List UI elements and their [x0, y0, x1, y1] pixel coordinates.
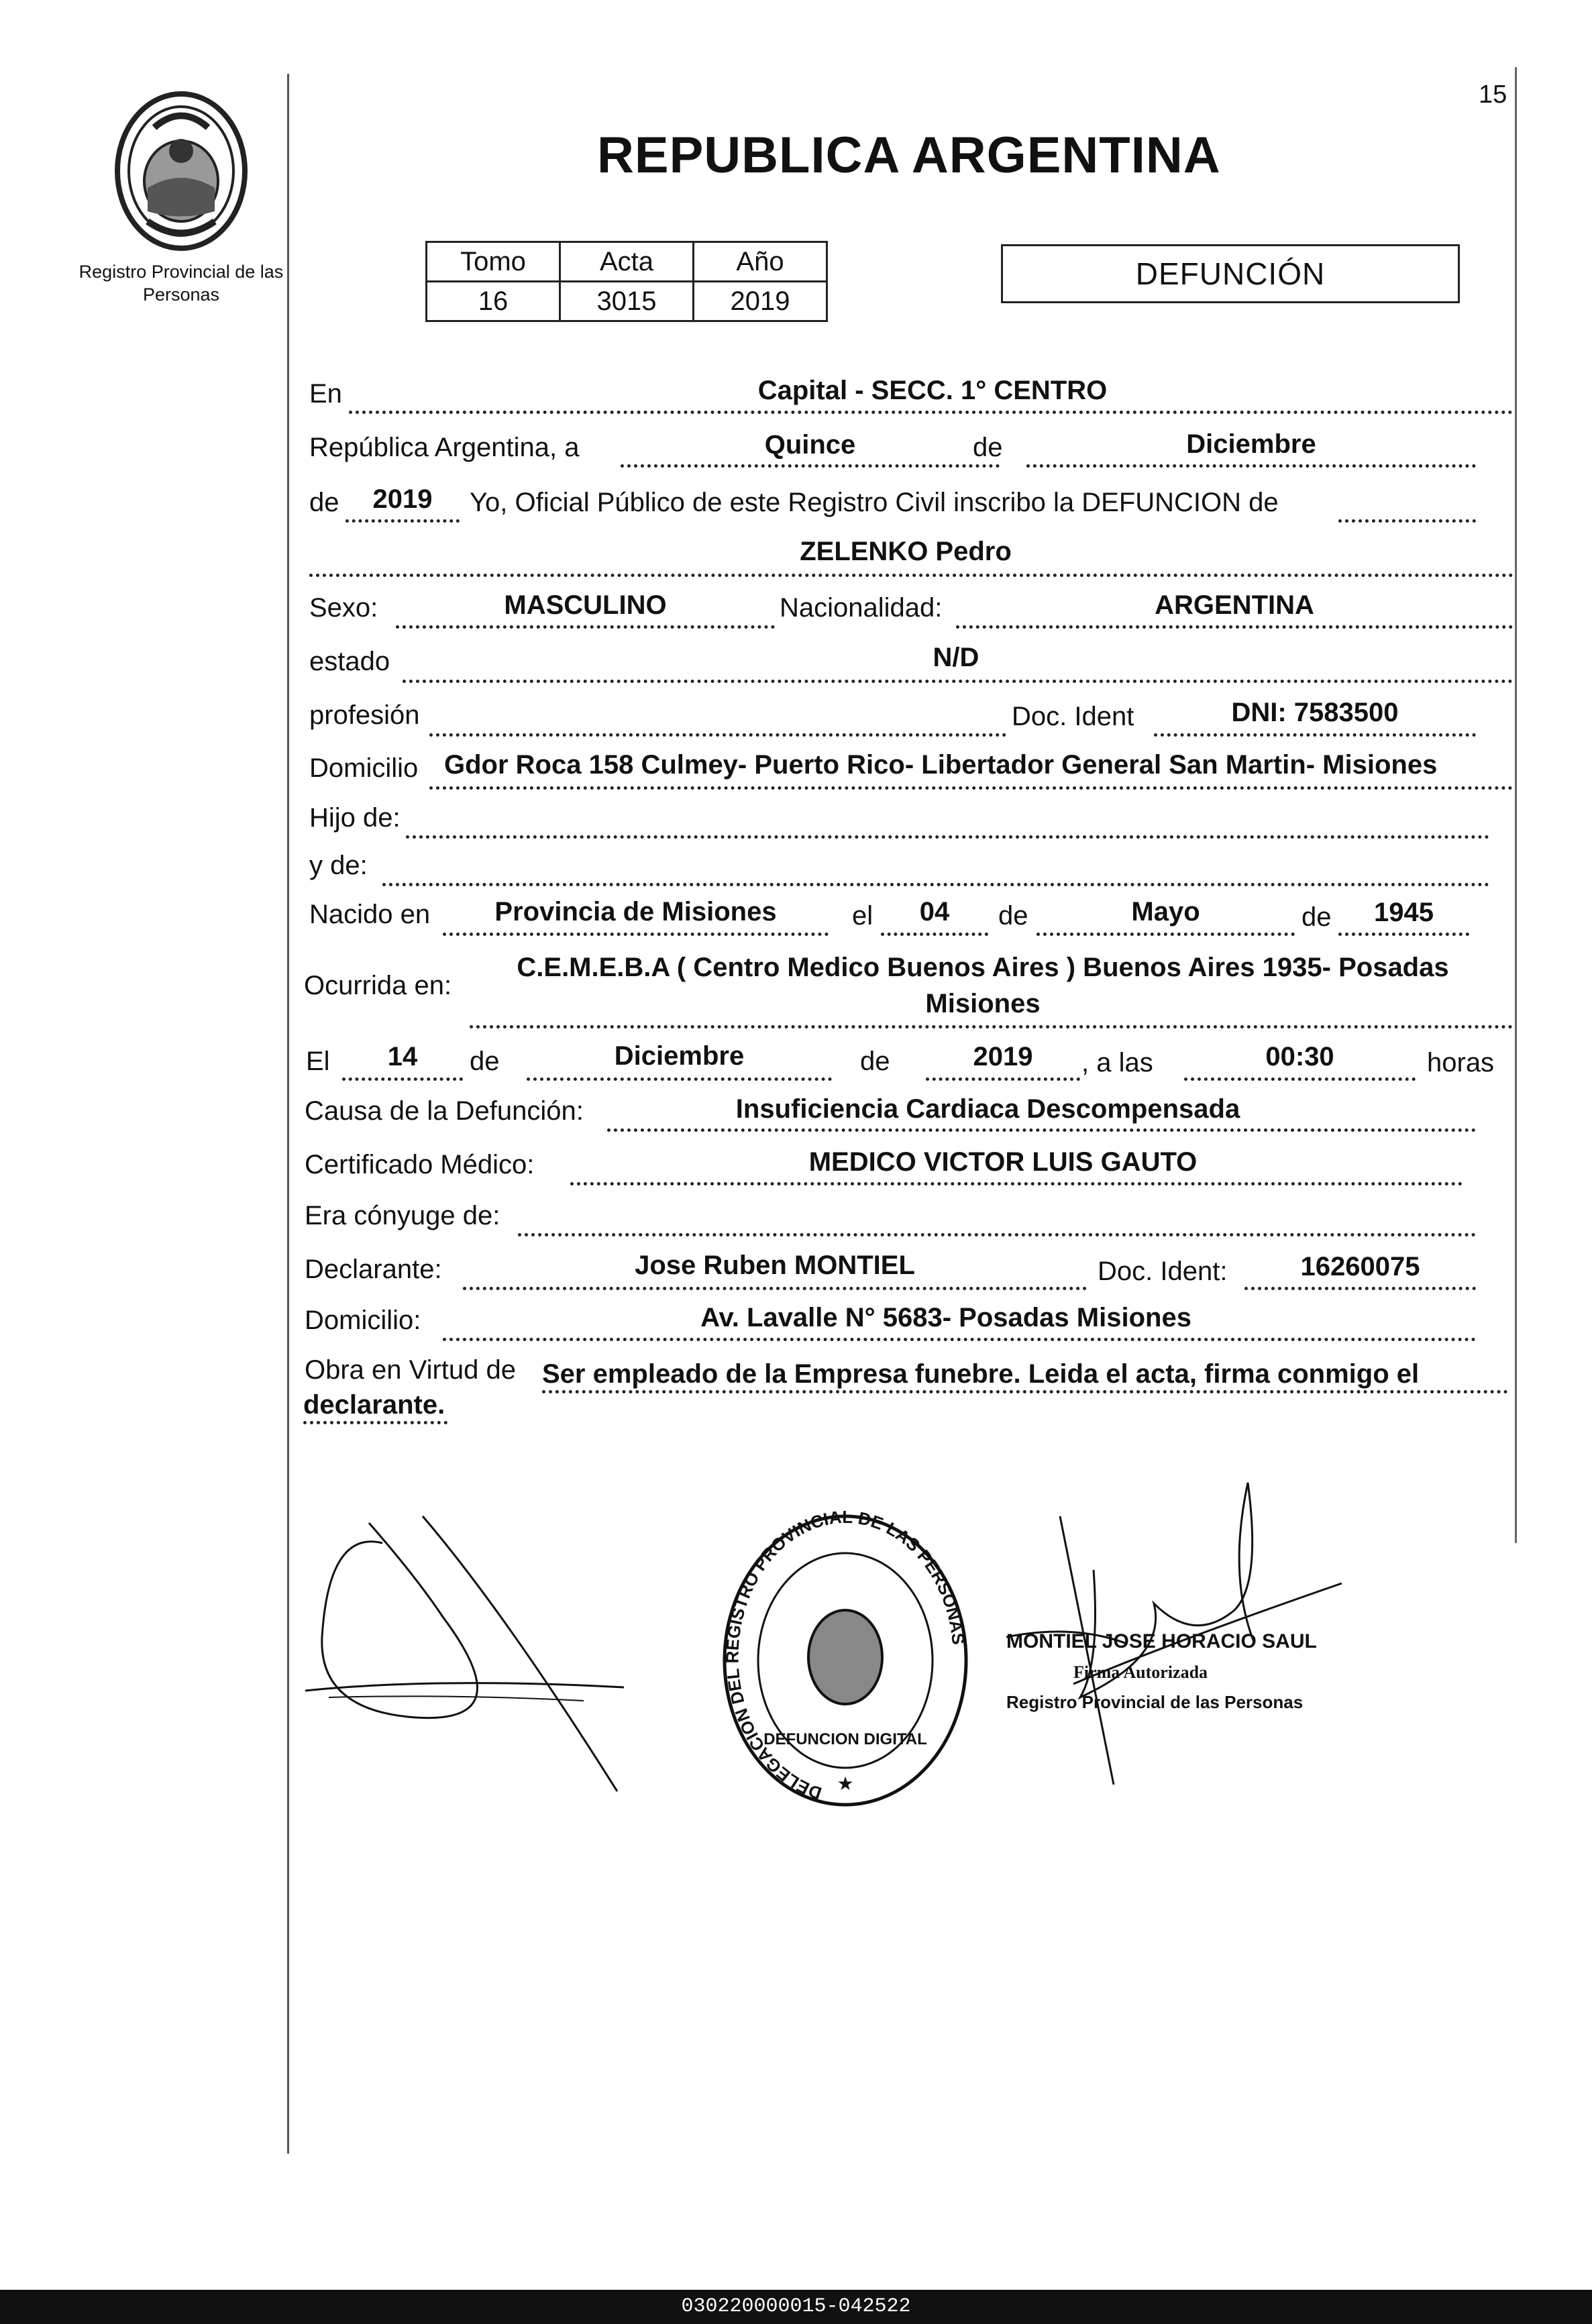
dotted-line — [429, 786, 1513, 790]
tomo-value: 16 — [427, 282, 560, 321]
conyuge-label: Era cónyuge de: — [305, 1201, 500, 1230]
month-value: Diciembre — [1186, 429, 1316, 459]
domicilio-value: Gdor Roca 158 Culmey- Puerto Rico- Libertador General San Martin- Misiones — [444, 750, 1438, 780]
dotted-line — [396, 625, 775, 629]
dotted-line — [463, 1287, 1087, 1290]
dotted-line — [607, 1128, 1476, 1132]
hijo-label: Hijo de: — [309, 803, 401, 833]
anio-value: 2019 — [694, 282, 827, 321]
cert-label: Certificado Médico: — [305, 1150, 535, 1179]
inscribo-text: Yo, Oficial Público de este Registro Civil inscribo la DEFUNCION de — [470, 488, 1279, 517]
obra-value-line2: declarante. — [303, 1390, 445, 1420]
registry-name: Registro Provincial de las Personas — [78, 262, 284, 305]
dotted-line — [443, 1338, 1476, 1341]
dotted-line — [406, 835, 1489, 839]
dotted-line — [518, 1233, 1476, 1236]
def-dia: 14 — [387, 1042, 418, 1071]
obra-label: Obra en Virtud de — [305, 1355, 517, 1385]
nac-de2: de — [1302, 902, 1332, 932]
estado-value: N/D — [933, 643, 979, 672]
sexo-label: Sexo: — [309, 593, 378, 623]
dotted-line — [403, 680, 1513, 683]
dotted-line — [309, 574, 1514, 577]
dotted-line — [1037, 933, 1295, 936]
def-de2: de — [860, 1047, 890, 1076]
dotted-line — [621, 464, 1000, 468]
svg-text:★: ★ — [837, 1773, 854, 1794]
year-value: 2019 — [372, 484, 433, 514]
estado-label: estado — [309, 647, 390, 676]
official-signature — [993, 1469, 1369, 1785]
causa-value: Insuficiencia Cardiaca Descompensada — [735, 1094, 1240, 1124]
dotted-line — [527, 1077, 832, 1081]
record-type-box: DEFUNCIÓN — [1001, 244, 1460, 303]
dotted-line — [926, 1077, 1080, 1081]
dotted-line — [1338, 519, 1476, 523]
el2-label: El — [306, 1047, 330, 1076]
ocurrida-label: Ocurrida en: — [304, 971, 452, 1000]
declarante-label: Declarante: — [305, 1255, 442, 1284]
signatory-org: Registro Provincial de las Personas — [1006, 1692, 1304, 1712]
dotted-line — [1244, 1287, 1476, 1290]
signatory-name: MONTIEL JOSE HORACIO SAUL — [1006, 1630, 1317, 1652]
def-de1: de — [470, 1047, 500, 1076]
stamp-inner-text: DEFUNCION DIGITAL — [763, 1730, 927, 1748]
horas-label: horas — [1427, 1048, 1495, 1077]
stamp-outer-text: DELEGACION DEL REGISTRO PROVINCIAL DE LAS PERSONAS — [722, 1510, 969, 1804]
registry-table — [425, 241, 828, 322]
dotted-line — [349, 411, 1513, 414]
nac-anio: 1945 — [1374, 898, 1434, 927]
dotted-line — [342, 1077, 463, 1081]
en-value: Capital - SECC. 1° CENTRO — [757, 376, 1108, 405]
dotted-line — [956, 625, 1513, 629]
decl-doc-value: 16260075 — [1300, 1252, 1420, 1281]
province-seal-logo — [107, 87, 255, 255]
year-prefix: de — [309, 488, 339, 517]
left-margin-line — [287, 74, 293, 2154]
doc-label: Doc. Ident — [1012, 702, 1134, 731]
nacido-lugar: Provincia de Misiones — [494, 897, 777, 927]
dotted-line — [1184, 1077, 1416, 1081]
profesion-label: profesión — [309, 700, 420, 730]
anio-header: Año — [694, 242, 827, 282]
day-value: Quince — [764, 430, 856, 460]
dotted-line — [429, 733, 1006, 737]
sexo-value: MASCULINO — [504, 590, 667, 620]
causa-label: Causa de la Defunción: — [305, 1096, 584, 1126]
nac-de1: de — [998, 901, 1028, 931]
page-number: 15 — [1479, 81, 1507, 109]
document-title: REPUBLICA ARGENTINA — [597, 127, 1221, 184]
cert-value: MEDICO VICTOR LUIS GAUTO — [808, 1147, 1198, 1177]
ocurrida-line2: Misiones — [925, 989, 1041, 1018]
signatory-role: Firma Autorizada — [1073, 1662, 1208, 1682]
nacionalidad-label: Nacionalidad: — [780, 593, 943, 623]
footer-barcode-text: 030220000015-042522 — [0, 2290, 1592, 2324]
en-label: En — [309, 379, 342, 409]
nacionalidad-value: ARGENTINA — [1155, 590, 1314, 620]
dotted-line — [1338, 933, 1469, 936]
official-stamp — [718, 1510, 973, 1811]
nac-mes: Mayo — [1131, 897, 1200, 927]
right-margin-line — [1515, 67, 1520, 1543]
dotted-line — [1026, 464, 1476, 468]
dotted-line — [303, 1421, 447, 1424]
ocurrida-line1: C.E.M.E.B.A ( Centro Medico Buenos Aires ) Buenos Aires 1935- Posadas — [517, 953, 1449, 982]
nac-dia: 04 — [919, 897, 950, 927]
deceased-name: ZELENKO Pedro — [800, 537, 1012, 566]
obra-value-line1: Ser empleado de la Empresa funebre. Leida el acta, firma conmigo el — [542, 1359, 1420, 1389]
yde-label: y de: — [309, 851, 368, 880]
declarante-value: Jose Ruben MONTIEL — [635, 1251, 915, 1280]
decl-dom-value: Av. Lavalle N° 5683- Posadas Misiones — [700, 1303, 1191, 1332]
domicilio-label: Domicilio — [309, 753, 419, 783]
tomo-header: Tomo — [427, 242, 560, 282]
dotted-line — [346, 519, 460, 523]
dotted-line — [443, 933, 829, 936]
de-label: de — [973, 433, 1003, 462]
dotted-line — [881, 933, 988, 936]
dotted-line — [570, 1182, 1463, 1185]
def-hora: 00:30 — [1265, 1042, 1334, 1071]
nacido-label: Nacido en — [309, 900, 431, 929]
def-mes: Diciembre — [614, 1041, 745, 1071]
dotted-line — [542, 1390, 1508, 1393]
def-anio: 2019 — [973, 1042, 1033, 1071]
doc-value: DNI: 7583500 — [1231, 698, 1399, 727]
el-label: el — [852, 901, 873, 931]
alas-label: , a las — [1081, 1048, 1153, 1077]
dotted-line — [1154, 733, 1476, 737]
decl-dom-label: Domicilio: — [305, 1306, 421, 1335]
dotted-line — [470, 1025, 1513, 1028]
decl-doc-label: Doc. Ident: — [1098, 1257, 1228, 1286]
republica-label: República Argentina, a — [309, 433, 580, 462]
acta-header: Acta — [560, 242, 694, 282]
acta-value: 3015 — [560, 282, 694, 321]
dotted-line — [382, 883, 1489, 886]
declarante-signature — [302, 1503, 651, 1798]
